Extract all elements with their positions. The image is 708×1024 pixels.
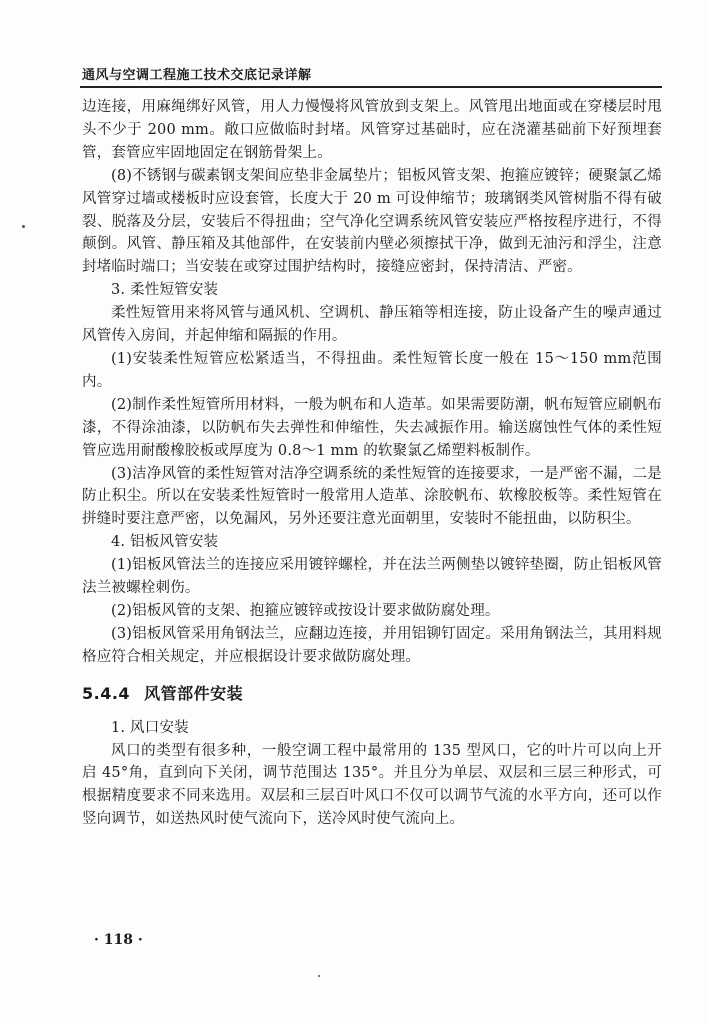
subheading-aluminum-duct: 4. 铝板风管安装 bbox=[111, 534, 219, 551]
running-header: 通风与空调工程施工技术交底记录详解 bbox=[82, 68, 312, 83]
paragraph-aluminum-item-3: (3)铝板风管采用角钢法兰，应翻边连接，并用铝铆钉固定。采用角钢法兰，其用料规格应符合相关规定，并应根据设计要求做防腐处理。 bbox=[82, 625, 662, 665]
page-body bbox=[82, 96, 662, 831]
paragraph-air-outlet: 风口的类型有很多种，一般空调工程中最常用的 135 型风口，它的叶片可以向上开启 45°角，直到向下关闭，调节范围达 135°。并且分为单层、双层和三层三种形式，可根据精度要求不同来选用。双层和三层百叶风口不仅可以调节气流的水平方向，还可以作竖向调节，如送热风时使气流向下，送冷风时使气流向上。 bbox=[82, 742, 662, 828]
paragraph-flexible-item-2: (2)制作柔性短管所用材料，一般为帆布和人造革。如果需要防潮，帆布短管应刷帆布漆，不得涂油漆，以防帆布失去弹性和伸缩性，失去减振作用。输送腐蚀性气体的柔性短管应选用耐酸橡胶板或厚度为 0.8～1 mm 的软聚氯乙烯塑料板制作。 bbox=[82, 396, 662, 459]
paragraph-aluminum-item-2: (2)铝板风管的支架、抱箍应镀锌或按设计要求做防腐处理。 bbox=[111, 602, 500, 619]
scan-speck bbox=[22, 225, 25, 228]
paragraph-flexible-item-1: (1)安装柔性短管应松紧适当，不得扭曲。柔性短管长度一般在 15～150 mm范围内。 bbox=[82, 350, 662, 390]
subheading-flexible-duct: 3. 柔性短管安装 bbox=[111, 282, 219, 299]
page-number: · 118 · bbox=[94, 932, 143, 948]
section-number: 5.4.4 bbox=[82, 683, 131, 703]
paragraph-item-8: (8)不锈钢与碳素钢支架间应垫非金属垫片；铝板风管支架、抱箍应镀锌；硬聚氯乙烯风管穿过墙或楼板时应设套管，长度大于 20 m 可设伸缩节；玻璃钢类风管树脂不得有破裂、脱落及分层，安装后不得扭曲；空气净化空调系统风管安装应严格按程序进行，不得颠倒。风管、静压箱及其他部件，在安装前内壁必须擦拭干净，做到无油污和浮尘，注意封堵临时端口；当安装在或穿过围护结构时，接缝应密封，保持清洁、严密。 bbox=[82, 167, 662, 276]
section-title: 风管部件安装 bbox=[144, 683, 244, 703]
header-rule bbox=[80, 86, 662, 88]
subheading-air-outlet: 1. 风口安装 bbox=[111, 719, 189, 736]
paragraph-aluminum-item-1: (1)铝板风管法兰的连接应采用镀锌螺栓，并在法兰两侧垫以镀锌垫圈，防止铝板风管法兰被螺栓刺伤。 bbox=[82, 557, 662, 597]
scan-speck bbox=[318, 975, 320, 977]
paragraph-continuation: 边连接，用麻绳绑好风管，用人力慢慢将风管放到支架上。风管甩出地面或在穿楼层时甩头不少于 200 mm。敞口应做临时封堵。风管穿过基础时，应在浇灌基础前下好预埋套管，套管应牢固地固定在钢筋骨架上。 bbox=[82, 99, 662, 161]
paragraph-flexible-item-3: (3)洁净风管的柔性短管对洁净空调系统的柔性短管的连接要求，一是严密不漏，二是防止积尘。所以在安装柔性短管时一般常用人造革、涂胶帆布、软橡胶板等。柔性短管在拼缝时要注意严密，以免漏风，另外还要注意光面朝里，安装时不能扭曲，以防积尘。 bbox=[82, 465, 662, 528]
section-heading bbox=[82, 683, 662, 705]
paragraph-flexible-duct-intro: 柔性短管用来将风管与通风机、空调机、静压箱等相连接，防止设备产生的噪声通过风管传入房间，并起伸缩和隔振的作用。 bbox=[82, 305, 662, 345]
